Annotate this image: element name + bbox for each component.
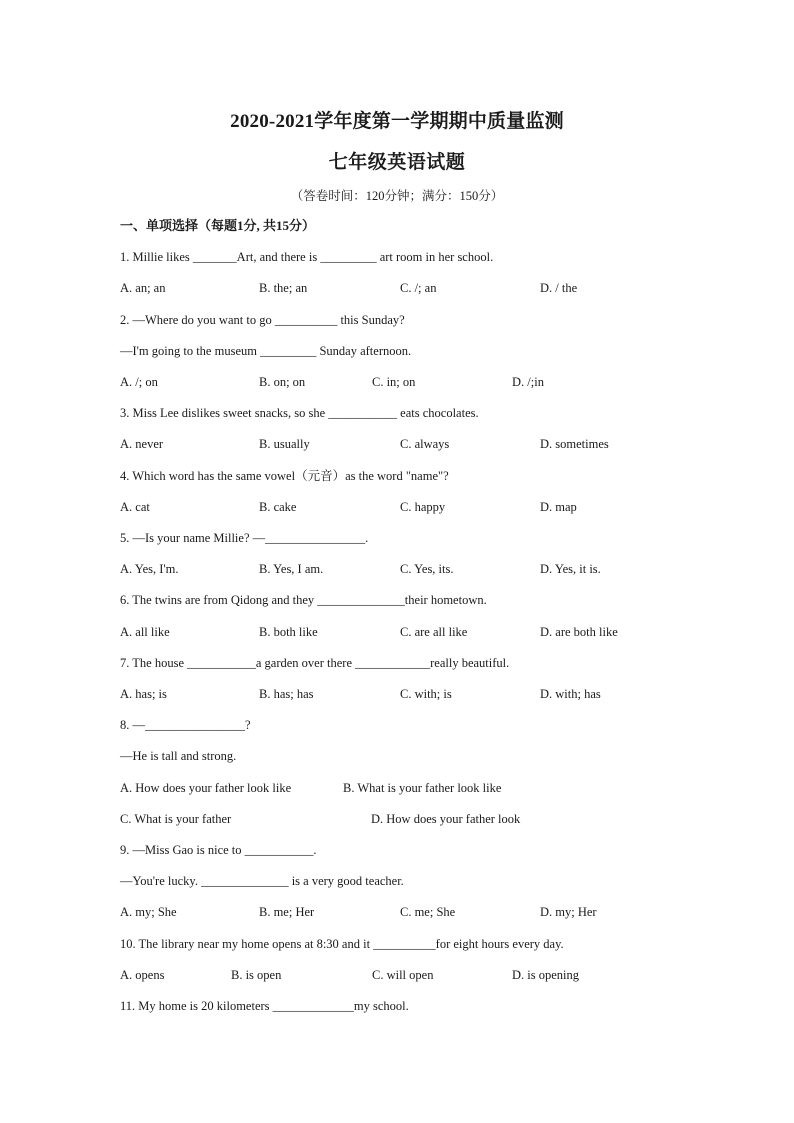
q1-option-a: A. an; an bbox=[120, 281, 166, 295]
question-4-text: 4. Which word has the same vowel（元音）as the word "name"? bbox=[120, 469, 449, 483]
q3-option-a: A. never bbox=[120, 437, 164, 451]
q10-option-c: C. will open bbox=[372, 968, 434, 982]
q2-option-a: A. /; on bbox=[120, 375, 158, 389]
q2-option-b: B. on; on bbox=[259, 375, 306, 389]
q8-option-d: D. How does your father look bbox=[371, 812, 521, 826]
question-5-text: 5. —Is your name Millie? —________________. bbox=[120, 531, 369, 545]
question-9-reply: —You're lucky. ______________ is a very good teacher. bbox=[120, 874, 404, 888]
q8-option-b: B. What is your father look like bbox=[343, 781, 502, 795]
q7-option-a: A. has; is bbox=[120, 687, 167, 701]
q8-option-a: A. How does your father look like bbox=[120, 781, 292, 795]
question-11-text: 11. My home is 20 kilometers _____________my school. bbox=[120, 999, 409, 1013]
question-9-text: 9. —Miss Gao is nice to ___________. bbox=[120, 843, 317, 857]
exam-title: 2020-2021学年度第一学期期中质量监测 bbox=[230, 111, 564, 132]
exam-info: （答卷时间：120分钟；满分：150分） bbox=[290, 189, 504, 203]
q4-option-d: D. map bbox=[540, 500, 577, 514]
q7-option-c: C. with; is bbox=[400, 687, 452, 701]
q9-option-b: B. me; Her bbox=[259, 905, 315, 919]
q6-option-b: B. both like bbox=[259, 625, 318, 639]
q4-option-b: B. cake bbox=[259, 500, 297, 514]
q9-option-a: A. my; She bbox=[120, 905, 177, 919]
q8-option-c: C. What is your father bbox=[120, 812, 232, 826]
question-1-text: 1. Millie likes _______Art, and there is _________ art room in her school. bbox=[120, 250, 494, 264]
q7-option-d: D. with; has bbox=[540, 687, 601, 701]
section-heading: 一、单项选择（每题1分, 共15分） bbox=[120, 218, 316, 233]
question-2-reply: —I'm going to the museum _________ Sunday afternoon. bbox=[120, 344, 412, 358]
q6-option-a: A. all like bbox=[120, 625, 170, 639]
q1-option-d: D. / the bbox=[540, 281, 578, 295]
q5-option-b: B. Yes, I am. bbox=[259, 562, 324, 576]
q5-option-d: D. Yes, it is. bbox=[540, 562, 601, 576]
q4-option-a: A. cat bbox=[120, 500, 150, 514]
q6-option-d: D. are both like bbox=[540, 625, 618, 639]
question-6-text: 6. The twins are from Qidong and they ______________their hometown. bbox=[120, 593, 487, 607]
q3-option-c: C. always bbox=[400, 437, 450, 451]
question-7-text: 7. The house ___________a garden over there ____________really beautiful. bbox=[120, 656, 510, 670]
q3-option-d: D. sometimes bbox=[540, 437, 609, 451]
q2-option-d: D. /;in bbox=[512, 375, 544, 389]
question-8-text: 8. —________________? bbox=[120, 718, 251, 732]
q5-option-a: A. Yes, I'm. bbox=[120, 562, 179, 576]
q4-option-c: C. happy bbox=[400, 500, 446, 514]
q3-option-b: B. usually bbox=[259, 437, 310, 451]
question-3-text: 3. Miss Lee dislikes sweet snacks, so she ___________ eats chocolates. bbox=[120, 406, 479, 420]
q1-option-b: B. the; an bbox=[259, 281, 308, 295]
question-10-text: 10. The library near my home opens at 8:30 and it __________for eight hours every day. bbox=[120, 937, 564, 951]
q6-option-c: C. are all like bbox=[400, 625, 468, 639]
q1-option-c: C. /; an bbox=[400, 281, 437, 295]
q5-option-c: C. Yes, its. bbox=[400, 562, 454, 576]
q7-option-b: B. has; has bbox=[259, 687, 314, 701]
q2-option-c: C. in; on bbox=[372, 375, 416, 389]
question-8-reply: —He is tall and strong. bbox=[120, 749, 237, 763]
exam-subtitle: 七年级英语试题 bbox=[328, 152, 466, 173]
q10-option-a: A. opens bbox=[120, 968, 165, 982]
q9-option-c: C. me; She bbox=[400, 905, 456, 919]
question-2-text: 2. —Where do you want to go __________ this Sunday? bbox=[120, 313, 405, 327]
q10-option-b: B. is open bbox=[231, 968, 282, 982]
q10-option-d: D. is opening bbox=[512, 968, 580, 982]
q9-option-d: D. my; Her bbox=[540, 905, 597, 919]
